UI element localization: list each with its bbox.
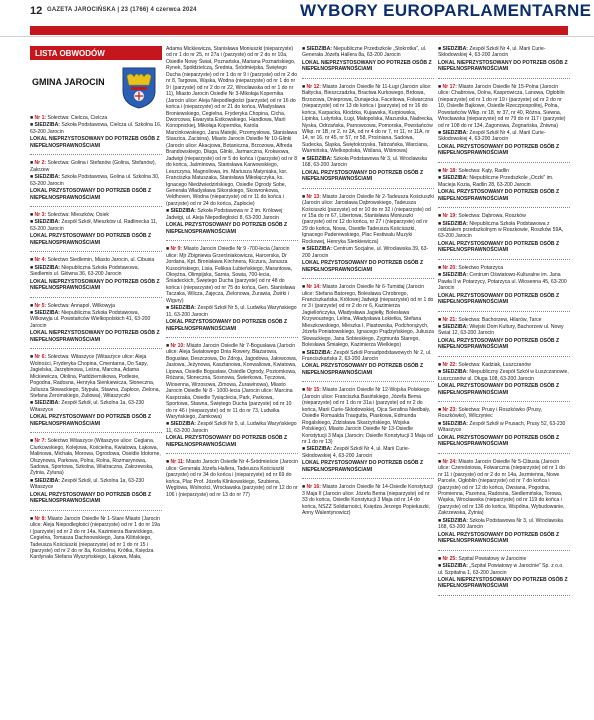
accessibility-status: LOKAL NIEPRZYSTOSOWANY DO POTRZEB OSÓB Z NIEPEŁNOSPRAWNOŚCIAMI [30,330,160,343]
venue-line: ■ SIEDZIBA: Zespół Szkół, ul. Szkolna 1a, 63-230 Witaszyce [30,400,145,413]
venue-address: Centrum Socjalne, ul. Wrocławska 39, 63-200 Jarocin [302,246,429,259]
district-number: Nr 10: [170,343,185,350]
list-item [438,317,570,351]
accessibility-status: LOKAL PRZYSTOSOWANY DO POTRZEB OSÓB Z NIEPEŁNOSPRAWNOŚCIAMI [438,383,560,396]
district-number: Nr 25: [442,555,457,562]
venue-address: Zespół Szkół Nr 4, ul. Marii Curie-Skłodowskiej 4, 63-200 Jarocin [438,46,546,59]
district-area: Miasto Jarocin Osiedle Nr 5-Cibusia (Jarocin ulice: Czereśniowa, Folwarczna (nieparzyste) od nr 1 do nr 11 i (parzyste) od nr 2 do nr 14a, Jezmienna, Nowe Parcele, Ogłoblin (nieparzyste) od nr 7 do końca i (parzyste) od nr 12 do końca, Owsiana, Pogodna, Promienna, Pszenna, Radosna, Siedlemińska, Torowa, Wąska, Wrocławska (nieparzyste) od nr 119 do końca i (parzyste) od nr 136 do końca, Wspólna, Wybudowanie, Zakrzewska, Żytnia) [438,458,565,517]
venue-line: ■ SIEDZIBA: Szkoła Podstawowa Nr 3, ul. Wrocławska 168, 63-200 Jarocin [302,155,428,169]
entry-divider [438,78,570,79]
district-area: Sołectwa: Golina i Stefanów (Golina, Stefanów), Zakrzew [30,160,156,173]
venue-label: SIEDZIBA: [170,208,196,215]
district-description [166,46,298,207]
venue-address: Zespół Szkół Nr 4, ul. Marii Curie-Skłodowskiej 4, 63-200 Jarocin [302,446,410,459]
venue-label: SIEDZIBA: [442,129,468,136]
venue-line: ■ SIEDZIBA: „Szpital Powiatowy w Jarocinie” Sp. z o.o. ul. Szpitalna 1, 63-200 Jarocin [438,563,564,576]
district-description: ■ Nr 9: Miasto Jarocin Osiedle Nr 9 -700-lecia (Jarocin ulice: Mjr Zbigniewa Grzerśniakowicza, Harcerska, Dr Jordana, Kpt. Bronisława Kirchnera, Kiczura, Janusza Kusocińskiego, Lisia, Feliksa Łubieńskiego, Marantowa, Okrężna, Olimpijska, Sarnia, Sowia, 700-lecia, Śniadeckich, Świętego Ducha (parzyste) od nr 48 do końca i (nieparzyste) od nr 75 do końca, Gen. Stanisława Taczaka, Wilcza, Zajęcza, Zielonowa, Żurawia, Żwirki i Wigury) [166,246,296,304]
district-number: Nr 6: [34,354,47,361]
accessibility-status: LOKAL PRZYSTOSOWANY DO POTRZEB OSÓB Z NIEPEŁNOSPRAWNOŚCIAMI [166,435,288,448]
district-number: Nr 14: [306,284,321,291]
venue-address: Zespół Szkół, Mieszków ul. Radlinecka 11, 63-200 Jarocin [30,219,158,232]
venue-address: Szkoła Podstawowa Nr 3, ul. Wrocławska 168, 63-200 Jarocin [438,517,564,531]
entry-divider [302,188,434,189]
venue-label: SIEDZIBA: [306,155,332,162]
accessibility-status: LOKAL NIEPRZYSTOSOWANY DO POTRZEB OSÓB Z NIEPEŁNOSPRAWNOŚCIAMI [30,136,160,149]
district-number: Nr 7: [34,438,47,445]
entry-divider [302,478,434,479]
list-item [166,246,298,332]
accessibility-status: LOKAL PRZYSTOSOWANY DO POTRZEB OSÓB Z NIEPEŁNOSPRAWNOŚCIAMI [166,319,288,332]
venue-line: ■ SIEDZIBA: Niepubliczna Szkoła Podstawowa, Siedlemin ul. Główna 36, 63-200 Jarocin [30,264,139,278]
venue-address: Szkoła Podstawowa Nr 3, ul. Wrocławska 168, 63-200 Jarocin [302,155,428,169]
district-number: Nr 19: [442,213,457,220]
venue-label: SIEDZIBA: [442,369,468,376]
venue-line: ■ SIEDZIBA: Zespół Szkół w Prusach, Prusy 52, 63-230 Witaszyce [438,420,566,434]
venue-label: SIEDZIBA: [442,220,468,227]
entry-divider [30,432,162,433]
entry-divider [166,240,298,241]
accessibility-status: LOKAL PRZYSTOSOWANY DO POTRZEB OSÓB Z NIEPEŁNOSPRAWNOŚCIAMI [438,292,560,306]
district-description: ■ Nr 23: Sołectwa: Prusy i Roszkówko (Prusy, Roszkówko), Wilczyniec [438,407,543,420]
accessibility-status: LOKAL PRZYSTOSOWANY DO POTRZEB OSÓB Z NIEPEŁNOSPRAWNOŚCIAMI [30,414,152,427]
column-3 [302,46,434,714]
venue-line: ■ SIEDZIBA: Centrum Socjalne, ul. Wrocławska 39, 63-200 Jarocin [302,246,429,259]
district-area: Sołectwa: Kąty, Radlin [458,167,509,174]
list-container-col2 [166,46,298,498]
list-item [302,284,434,376]
list-item [302,194,434,273]
list-item [438,407,570,448]
venue-address: Szkoła Podstawowa, Golina ul. Szkolna 30, 63-200 Jarocin [30,174,160,187]
venue-line: ■ SIEDZIBA: Niepubliczne Przedszkole „Stokrotka”, ul. Generała Józefa Hallera 8a, 63-200 Jarocin [302,46,427,59]
district-description: ■ Nr 2: Sołectwa: Golina i Stefanów (Golina, Stefanów), Zakrzew [30,160,156,173]
list-item [30,115,162,149]
venue-address: Centrum Oświatowo-Kulturalne im. Jana Pawła II w Potarzycy, Potarzyca ul. Wiosenna 45, 63-200 Jarocin [438,272,567,292]
entry-divider [438,401,570,402]
list-item [438,265,570,306]
accessibility-status: LOKAL PRZYSTOSOWANY DO POTRZEB OSÓB Z NIEPEŁNOSPRAWNOŚCIAMI [30,188,152,201]
district-number: Nr 8: [34,515,47,522]
district-description: ■ Nr 21: Sołectwa: Bachorzew, Hilarów, Tarce [438,316,542,323]
accessibility-status: LOKAL NIEPRZYSTOSOWANY DO POTRZEB OSÓB Z NIEPEŁNOSPRAWNOŚCIAMI [438,59,568,73]
district-number: Nr 15: [306,387,321,394]
venue-address: „Szpital Powiatowy w Jarocinie” Sp. z o.o. ul. Szpitalna 1, 63-200 Jarocin [438,563,564,576]
venue-address: Niepubliczna Szkoła Podstawowa, Wilkowyja ul. Powstańców Wielkopolskich 41, 63-200 Jarocin [30,309,151,329]
district-number: Nr 1: [34,115,47,121]
venue-line: ■ SIEDZIBA: Zespół Szkół Ponadpodstawowych Nr 2, ul. Franciszkańska 2, 63-200 Jarocin [302,349,432,363]
entry-divider [30,154,162,155]
venue-address: Wiejski Dom Kultury, Bachorzew ul. Nowy Świat 12, 63-200 Jarocin [438,323,564,337]
accessibility-status: LOKAL PRZYSTOSOWANY DO POTRZEB OSÓB Z NIEPEŁNOSPRAWNOŚCIAMI [438,531,560,545]
venue-line: ■ SIEDZIBA: Wiejski Dom Kultury, Bachorzew ul. Nowy Świat 12, 63-200 Jarocin [438,323,564,337]
district-number: Nr 18: [442,167,457,174]
venue-label: SIEDZIBA: [170,421,196,428]
accessibility-status: LOKAL PRZYSTOSOWANY DO POTRZEB OSÓB Z NIEPEŁNOSPRAWNOŚCIAMI [302,169,424,183]
district-description: ■ Nr 11: Miasto Jarocin Osiedle Nr 4-Śródmieście (Jarocin ulice: Generała Józefa Hallera, Tadeusza Kościuszki (parzyste) od nr 34 do końca i (nieparzyste) od nr 69 do końca, Plac Prof. Józefa Klinkowskiego, Szubienа, Węglowa, Wolności, Wrocławska (parzyste) od nr 12 do nr 106 i (nieparzyste) od nr 13 do nr 77) [166,459,298,498]
venue-label: SIEDZIBA: [306,246,332,253]
venue-label: SIEDZIBA: [442,323,468,330]
accessibility-status: LOKAL PRZYSTOSOWANY DO POTRZEB OSÓB Z NIEPEŁNOSPRAWNOŚCIAMI [30,491,152,505]
district-number: Nr 13: [306,193,321,200]
column-4 [438,46,570,714]
district-number: Nr 22: [442,361,457,368]
district-area: Sołectwo Potarzyca [458,264,504,271]
venue-label: SIEDZIBA: [442,563,468,570]
list-item [302,84,434,183]
entry-divider [302,278,434,279]
page-header [0,0,594,37]
district-description: ■ Nr 7: Sołectwo Witaszyce (Witaszyce ulice: Ceglana, Ciurkowskiego, Kolejowa, Kościelna, Kwiatowa, Łąkowa, Malinowa, Michała, Morowa, Ogrodowa, Oseidle Idotorne, Olszynowa, Parkowa, Polna, Rolna, Rozmarynowa, Sadowa, Sportowa, Szkolna, Wiatraczna, Zakrzewska, Żytnia, Zyluna) [30,438,161,477]
district-area: Szpital Powiatowy w Jarocinie [458,555,527,562]
venue-address: Zespół Szkół, ul. Szkolna 1a, 63-230 Witaszyce [30,477,145,491]
column-1 [30,46,162,714]
district-area: Sołectwa: Prusy i Roszkówko (Prusy, Roszkówko), Wilczyniec [438,407,543,420]
district-number: Nr 16: [306,484,321,491]
gmina-title: GMINA JAROCIN [32,77,105,87]
entry-divider [302,381,434,382]
district-area: Sołectwa: Witaszyce (Witaszyce ulice: Aleja Wolności, Fryderyka Chopina, Cmentarna, Do Sapy, Jagielska, Jarzębinowa, Leśna, Marcina, Adama Mickiewicza, Ołolina, Paddżierniikowa, Podlesie, Pogodna, Radosna, Henryka Sienkiewicza, Słoneczna, Juliusza Słowackiego, Stypuła, Stawna, Zapłoce, Zielona, Stefana Żeromskiego, Zuliowa), Witaszyczki [30,354,160,399]
district-number: Nr 21: [442,316,457,323]
list-item [30,438,162,505]
list-item [438,459,570,545]
list-item [30,516,162,561]
venue-address: Niepubliczna Szkoła Podstawowa z oddziałem przedszkolnym w Roszkowie, Roszków 59A, 63-200 Jarocin [438,220,564,240]
header-accent-bar [30,26,568,35]
district-number: Nr 17: [442,83,457,90]
accessibility-status: LOKAL NIEPRZYSTOSOWANY DO POTRZEB OSÓB Z NIEPEŁNOSPRAWNOŚCIAMI [30,278,160,292]
publication-line: GAZETA JAROCIŃSKA | 23 (1766) 4 czerwca 2024 [47,7,197,13]
column-2 [166,46,298,714]
venue-label: SIEDZIBA: [442,272,468,279]
venue-address: Zespół Szkół Nr 4, ul. Marii Curie-Skłodowskiej 4, 63-200 Jarocin [438,129,546,143]
venue-label: SIEDZIBA: [34,477,60,484]
list-item [166,459,298,498]
venue-address: Niepubliczny Zespół Szkół w Łuszczanowie, Łuszczanów ul. Długa 108, 63-200 Jarocin [438,369,569,382]
district-description: ■ Nr 10: Miasto Jarocin Osiedle Nr 7-Bogusława (Jarocin ulice: Aleja Światowego Dnia Rowerу, Błazarowa, Bogusław, Deszczowa, Do Zdroju, Jagodowa, Jałowcowa, Jasiowa, Jeżynowa, Kasztanowa, Konwaliowa, Kwiatowa, Lipowa, Osiedle Bogusław, Osiedle Ogrody, Poziomkowa, Różana, Słoneczna, Sosnowa, Świerkowa, Tęczowa, Wiosenna, Wrzosowa, Zimowa, Żurawinowa), Miasto Jarocin Osiedle Nr 8 - 1000-lecia (Jarocin ulice: Marcina Kasprzaka, Osiedle Tysiąclecia, Park, Parkowa, Sportowa, Stawna, Świętego Ducha (parzyste) od nr 10 do nr 46 i (nieparzyste) od nr 11 do nr 73, Ludwika Waryńskiego, Zamkowa) [166,343,298,421]
venue-line: ■ SIEDZIBA: Zespół Szkół, ul. Szkolna 1a, 63-230 Witaszyce [30,477,145,491]
venue-line: ■ SIEDZIBA: Szkoła Podstawowa nr 2 im. Królowej Jadwigi, ul. Aleja Niepodległości 8, 63-200 Jarocin [166,208,283,221]
venue-line: ■ SIEDZIBA: Niepubliczna Szkoła Podstawowa, Wilkowyja ul. Powstańców Wielkopolskich 41, 63-200 Jarocin [30,309,151,329]
entry-divider [438,453,570,454]
venue-line: ■ SIEDZIBA: Szkoła Podstawowa Nr 3, ul. Wrocławska 168, 63-200 Jarocin [438,517,564,531]
district-description: ■ Nr 15: Miasto Jarocin Osiedle Nr 12-Wojska Polskiego (Jarocin ulice: Franciszka Basińskiego, Józefa Bema (nieparzyste) od nr 1 do nr 31a i (parzyste) od nr 2 do końca, Marii Curie-Skłodowskiej, Ojca Serafina Niedbały, Osiedle Romualda Traugutta, Piaskowa, Edmunda Rogalskiego, Zdzisława Skarżyńskiego, Wojska Polskiego), Miasto Jarocin Osiedle Nr 13-Osiedle Konstytucji 3 Maja (Jarocin: Osiedle Konstytucji 3 Maja od nr 1 do nr 13) [302,387,433,446]
accessibility-status: LOKAL NIEPRZYSTOSOWANY DO POTRZEB OSÓB Z NIEPEŁNOSPRAWNOŚCIAMI [302,59,432,73]
district-description: ■ Nr 14: Miasto Jarocin Osiedle Nr 6-Tumidaj (Jarocin ulice: Stefana Batorego, Bolesława Chrobrego, Franciszkańska, Królowej Jadwigi (nieparzyste) od nr 1 do nr 3 i (parzyste) od nr 2 do nr 6, Kazimierza Jagiellończyka, Władysława Jagiełły, Bolesława Krzywoustego, Lelina, Władysława Łokietka, Stefana Mieszkowskiego, Mieszka I, Piastowska, Podchorążych, Józefa Poniatowskiego, Ignacego Prądzyńskiego, Juliusza Słowackiego, Jana Sobieskiego, Zygmunta Starego, Bolesława Śmiałego, Kazimierza Wielkiego) [302,284,434,349]
list-container-col1 [30,115,162,561]
district-area: Sołectwa: Cielcza, Cielcza [47,115,108,121]
district-area: Miasto Jarocin Osiedle Nr 4-Śródmieście (Jarocin ulice: Generała Józefa Hallera, Tadeusza Kościuszki (parzyste) od nr 34 do końca i (nieparzyste) od nr 69 do końca, Plac Prof. Józefa Klinkowskiego, Szubienа, Węglowa, Wolności, Wrocławska (parzyste) od nr 12 do nr 106 i (nieparzyste) od nr 13 do nr 77) [166,459,298,498]
venue-label: SIEDZIBA: [442,175,468,182]
entry-divider [438,207,570,208]
venue-label: SIEDZIBA: [34,400,60,407]
venue-label: SIEDZIBA: [34,219,60,226]
venue-line: ■ SIEDZIBA: Niepubliczne Przedszkole „Oczki” im. Macieja Kozia, Radlin 28, 63-200 Jarocin [438,175,554,188]
entry-divider [302,78,434,79]
venue-line: ■ SIEDZIBA: Zespół Szkół Nr 4, ul. Marii Curie-Skłodowskiej 4, 63-200 Jarocin [438,46,546,59]
list-item [166,46,298,235]
venue-address: Szkoła Podstawowa nr 2 im. Królowej Jadwigi, ul. Aleja Niepodległości 8, 63-200 Jarocin [166,208,283,221]
venue-address: Niepubliczne Przedszkole „Oczki” im. Macieja Kozia, Radlin 28, 63-200 Jarocin [438,175,554,188]
accessibility-status: LOKAL PRZYSTOSOWANY DO POTRZEB OSÓB Z NIEPEŁNOSPRAWNOŚCIAMI [438,337,560,351]
district-number: Nr 9: [170,246,183,253]
list-item [30,354,162,427]
district-description: ■ Nr 20: Sołectwo Potarzyca [438,264,504,271]
list-container-col3 [302,46,434,517]
list-item [302,46,434,73]
venue-label: SIEDZIBA: [34,122,60,129]
district-area: Miasto Jarocin Osiedle Nr 7-Bogusława (Jarocin ulice: Aleja Światowego Dnia Rowerу, Błazarowa, Bogusław, Deszczowa, Do Zdroju, Jagodowa, Jałowcowa, Jasiowa, Jeżynowa, Kasztanowa, Konwaliowa, Kwiatowa, Lipowa, Osiedle Bogusław, Osiedle Ogrody, Poziomkowa, Różana, Słoneczna, Sosnowa, Świerkowa, Tęczowa, Wiosenna, Wrzosowa, Zimowa, Żurawinowa), Miasto Jarocin Osiedle Nr 8 - 1000-lecia (Jarocin ulice: Marcina Kasprzaka, Osiedle Tysiąclecia, Park, Parkowa, Sportowa, Stawna, Świętego Ducha (parzyste) od nr 10 do nr 46 i (nieparzyste) od nr 11 do nr 73, Ludwika Waryńskiego, Zamkowa) [166,343,298,421]
district-description: ■ Nr 6: Sołectwa: Witaszyce (Witaszyce ulice: Aleja Wolności, Fryderyka Chopina, Cmentarna, Do Sapy, Jagielska, Jarzębinowa, Leśna, Marcina, Adama Mickiewicza, Ołolina, Paddżierniikowa, Podlesie, Pogodna, Radosna, Henryka Sienkiewicza, Słoneczna, Juliusza Słowackiego, Stypuła, Stawna, Zapłoce, Zielona, Stefana Żeromskiego, Zuliowa), Witaszyczki [30,354,160,399]
venue-label: SIEDZIBA: [34,309,60,316]
district-number: Nr 4: [34,257,47,264]
district-description: ■ Nr 8: Miasto Jarocin Osiedle Nr 1-Stare Miasto (Jarocin ulice: Aleja Niepodległości (nieparzyste) od nr 1 do nr 19a i (parzyste) od nr 2 do nr 14a, Kazimierza Barwickiego, Cegielna, Tomasza Dachnowskiego, Jana Kilińskiego, Tadeusza Kościuszki (nieparzyste) od nr 1 do nr 15 i (parzyste) od nr 2 do nr 8a, Kościelna, Krótka, Księdza Kardynała Stefana Wyszyńskiego, Łąkowa, Mała, [30,515,160,561]
district-description: ■ Nr 3: Sołectwa: Mieszków, Osiek [30,211,109,218]
district-area: Miasto Jarocin Osiedle Nr 14-Osiedle Konstytucji 3 Maja II (Jarocin ulice: Józefa Bema (nieparzyste) od nr 33 do końca, Osiedle Konstytucji 3 Maja od nr 14 do końca, NSZZ Solidarności, Księdza Jerzego Popiełuszki, Anny Walentynowicz) [302,484,433,517]
district-description: ■ Nr 25: Szpital Powiatowy w Jarocinie [438,555,527,562]
district-area: Sołectwa: Bachorzew, Hilarów, Tarce [458,316,542,323]
venue-address: Niepubliczne Przedszkole „Stokrotka”, ul. Generała Józefa Hallera 8a, 63-200 Jarocin [302,46,427,59]
list-item [438,362,570,396]
entry-divider [30,297,162,298]
venue-label: SIEDZIBA: [170,305,196,312]
entry-divider [166,337,298,338]
accessibility-status: LOKAL PRZYSTOSOWANY DO POTRZEB OSÓB Z NIEPEŁNOSPRAWNOŚCIAMI [438,434,560,448]
accessibility-status: LOKAL NIEPRZYSTOSOWANY DO POTRZEB OSÓB Z NIEPEŁNOSPRAWNOŚCIAMI [438,577,568,590]
district-description: ■ Nr 17: Miasto Jarocin Osiedle Nr 15-Polna (Jarocin ulice: Chabrowa, Dolna, Kasprowicza, Lanowa, Ogłoblin (nieparzyste) od nr 1 do nr 19 i (parzyste) od nr 2 do nr 10, Osiedle Bajkowe, Osiedle Rzeczpospolitej, Polna, Powstańców Wlkp. nr 18, nr 37, nr 40, Różna, Siewna, Wrocławska (nieparzyste) od nr 79 do nr 117 i (parzyste) od nr 108 do nr 134, Zagonowa, Żegnańska, Żniwna) [438,83,566,129]
list-item [438,556,570,590]
venue-address: Zespół Szkół Nr 5, ul. Ludwika Waryńskiego 11, 63-200 Jarocin [166,421,297,434]
district-area: Miasto Jarocin Osiedle Nr 9 -700-lecia (Jarocin ulice: Mjr Zbigniewa Grzerśniakowicza, Harcerska, Dr Jordana, Kpt. Bronisława Kirchnera, Kiczura, Janusza Kusocińskiego, Lisia, Feliksa Łubieńskiego, Marantowa, Okrężna, Olimpijska, Sarnia, Sowia, 700-lecia, Śniadeckich, Świętego Ducha (parzyste) od nr 48 do końca i (nieparzyste) od nr 75 do końca, Gen. Stanisława Taczaka, Wilcza, Zajęcza, Zielonowa, Żurawia, Żwirki i Wigury) [166,246,296,304]
entry-divider [438,311,570,312]
entry-divider [166,453,298,454]
district-area: Sołectwo Witaszyce (Witaszyce ulice: Ceglana, Ciurkowskiego, Kolejowa, Kościelna, Kwiatowa, Łąkowa, Malinowa, Michała, Morowa, Ogrodowa, Oseidle Idotorne, Olszynowa, Parkowa, Polna, Rolna, Rozmarynowa, Sadowa, Sportowa, Szkolna, Wiatraczna, Zakrzewska, Żytnia, Zyluna) [30,438,161,477]
district-description: ■ Nr 12: Miasto Jarocin Osiedle Nr 11-Ługi (Jarocin ulice: Bałtycka, Bieszczadzka, Bractwa Kurkowego, Brdowa, Brzozowa, Dnieprowa, Dunajecka, Faceliowa, Folwarczna (nieparzyste) od nr 13 do końca i (parzyste) od nr 16 do końca, Karpacka, Kłodzka, Kujawska, Kurpiowska, Lipinka, Lutyńska, Ługi, Małopolska, Mazurska, Nadrecka, Nyska, Odrzańska, Parnowcowa, Pomorska, Powstańców Wlkp. nr 1B, nr 2, nr 2A, od nr 4 do nr 7, nr 11, nr 11A, nr 14, nr 16, nr 45, nr 57, nr 58, Prośniana, Sadowa, Sudecka, Śląska, Świętokrzyska, Tatrzańska, Warciana, Warmińska, Wielkopolska, Wiślana, Wiśniowa) [302,83,434,155]
entry-divider [30,348,162,349]
section-label: LISTA OBWODÓW [30,46,162,60]
entry-divider [30,510,162,511]
venue-label: SIEDZIBA: [442,517,468,524]
list-item [438,84,570,157]
list-item [30,257,162,291]
accessibility-status: LOKAL PRZYSTOSOWANY DO POTRZEB OSÓB Z NIEPEŁNOSPRAWNOŚCIAMI [302,260,424,273]
accessibility-status: LOKAL PRZYSTOSOWANY DO POTRZEB OSÓB Z NIEPEŁNOSPRAWNOŚCIAMI [302,363,424,376]
masthead-title: WYBORY EUROPARLAMENTARNE [300,1,592,20]
list-container-col4 [438,46,570,596]
list-item [30,303,162,344]
page-number: 12 [30,5,43,17]
accessibility-status: LOKAL PRZYSTOSOWANY DO POTRZEB OSÓB Z NIEPEŁNOSPRAWNOŚCIAMI [438,189,560,202]
entry-divider [438,356,570,357]
district-description: ■ Nr 4: Sołectwo Siedlemin, Miasto Jarocin, ul. Cibusia [30,257,155,264]
district-area: Sołectwa: Dąbrowa, Roszków [458,213,526,220]
venue-address: Zespół Szkół Nr 5, ul. Ludwika Waryńskiego 11, 63-200 Jarocin [166,305,297,318]
accessibility-status: LOKAL PRZYSTOSOWANY DO POTRZEB OSÓB Z NIEPEŁNOSPRAWNOŚCIAMI [166,222,288,235]
district-description: ■ Nr 5: Sołectwa: Annapol, Wilkowyja [30,302,115,309]
district-area: Adama Mickiewicza, Stanisława Moniuszki (nieparzyste) od nr 1 do nr 25, nr 27a i (parzyste) od nr 2 do nr 10a, Osiedle Nowy Świat, Poznańska, Mariana Poznańskiego, Rynek, Spółdzielczą, Średnia, Śródmiejska, Świętego Ducha (nieparzyste) od nr 1 do nr 9 i (parzyste) od nr 2 do nr 8, Targowa, Wąska, Wodna (nieparzyste) od nr 1 do nr 9 i (parzyste) od nr 2 do nr 22, Wrocławska od nr 1 do nr 11), Miasto Jarocin Osiedle Nr 3-Mikołaja Kopernika (Jarocin ulice: Aleja Niepodległości (parzyste) od nr 16 do końca i (nieparzyste) od nr 21 do końca, Władysława Broniewskiego, Cegielna, Fryderyka Chopina, Cicha, Dworcowa, Ewarysta Estkowskiego, Handlowa, Marii Konopnickiej, Mikołaja Kopernika, Karola Marcinkowskiego, Jana Matejki, Przemysłowa, Stanisława Staszica, Zacisina), Miasto Jarocin Osiedle Nr 10-Glinki (Jarocin ulice: Akacjowa, Botaniczna, Brzozowa, Alfreda Brandowskiego, Długa, Glinki, Jarmarczna, Krokwowa, Jadwigi (nieparzyste) od nr 5 do końca i (parzyste) od nr 8 do końca, Jaśminowa, Stanisława Karwowskiego, Leszczyna, Magnoliowa, im. Mariusza Matyniaka, ksr. Franciszka Matuszaka, Stanisława Mikołajczyka, ks. Ignacego Niedźwiedzińskiego, Osiedle Ogrody Sobe, Generała Władysława Sikorskiego, Skowronkowa, Veldhoven, Wodna (nieparzyste) od nr 11 do końca i (parzyste) od nr 24 do końca, Zapłocie) [166,46,298,207]
venue-line: ■ SIEDZIBA: Zespół Szkół Nr 4, ul. Marii Curie-Skłodowskiej 4, 63-200 Jarocin [302,446,410,459]
district-area: Sołectwa: Mieszków, Osiek [47,211,109,218]
district-number: Nr 2: [34,160,47,167]
list-item [302,387,434,473]
list-item [30,160,162,201]
district-area: Miasto Jarocin Osiedle Nr 6-Tumidaj (Jarocin ulice: Stefana Batorego, Bolesława Chrobrego, Franciszkańska, Królowej Jadwigi (nieparzyste) od nr 1 do nr 3 i (parzyste) od nr 2 do nr 6, Kazimierza Jagiellończyka, Władysława Jagiełły, Bolesława Krzywoustego, Lelina, Władysława Łokietka, Stefana Mieszkowskiego, Mieszka I, Piastowska, Podchorążych, Józefa Poniatowskiego, Ignacego Prądzyńskiego, Juliusza Słowackiego, Jana Sobieskiego, Zygmunta Starego, Bolesława Śmiałego, Kazimierza Wielkiego) [302,284,434,349]
venue-line: ■ SIEDZIBA: Szkoła Podstawowa, Golina ul. Szkolna 30, 63-200 Jarocin [30,174,160,187]
district-area: Sołectwa: Kadziak, Łuszczanów [458,361,531,368]
district-area: Miasto Jarocin Osiedle Nr 1-Stare Miasto (Jarocin ulice: Aleja Niepodległości (nieparzyste) od nr 1 do nr 19a i (parzyste) od nr 2 do nr 14a, Kazimierza Barwickiego, Cegielna, Tomasza Dachnowskiego, Jana Kilińskiego, Tadeusza Kościuszki (nieparzyste) od nr 1 do nr 15 i (parzyste) od nr 2 do nr 8a, Kościelna, Krótka, Księdza Kardynała Stefana Wyszyńskiego, Łąkowa, Mała, [30,515,160,561]
venue-label: SIEDZIBA: [306,446,332,453]
venue-label: SIEDZIBA: [306,46,332,52]
district-number: Nr 12: [306,83,321,90]
list-item [30,212,162,246]
venue-line: ■ SIEDZIBA: Zespół Szkół Nr 5, ul. Ludwika Waryńskiego 11, 63-200 Jarocin [166,305,297,318]
district-description: ■ Nr 13: Miasto Jarocin Osiedle Nr 2-Tadeusza Kościuszki (Jarocin ulice: Jarosława Dąbrowskiego, Tadeusza Kościuszki (parzyste) od nr 10 do nr 32 i (nieparzyste) od nr 15a do nr 67, Libertowa, Stanisława Moniuszki (parzyste) od nr 12 do końca, nr 27 i (nieparzyste) od nr 29 do końca, Nowa, Oseidle Tadeusza Kościuszki, Ignacego Paderewskiego, Plac Festiwalu Muzyki Rockowej, Henryka Sienkiewicza) [302,193,434,245]
jarocin-coat-of-arms-icon [122,67,156,109]
venue-line: ■ SIEDZIBA: Centrum Oświatowo-Kulturalne im. Jana Pawła II w Potarzycy, Potarzyca ul. Wiosenna 45, 63-200 Jarocin [438,272,567,292]
entry-divider [30,251,162,252]
district-number: Nr 11: [170,459,185,466]
venue-label: SIEDZIBA: [34,264,60,271]
venue-address: Szkoła Podstawowa, Cielcza ul. Szkolna 16, 63-200 Jarocin [30,122,162,135]
venue-label: SIEDZIBA: [442,46,468,52]
list-item [166,343,298,448]
accessibility-status: LOKAL PRZYSTOSOWANY DO POTRZEB OSÓB Z NIEPEŁNOSPRAWNOŚCIAMI [438,143,560,157]
district-number: Nr 24: [442,458,457,465]
venue-line: ■ SIEDZIBA: Zespół Szkół Nr 4, ul. Marii Curie-Skłodowskiej 4, 63-200 Jarocin [438,129,546,143]
district-number: Nr 5: [34,302,47,309]
district-description: ■ Nr 19: Sołectwa: Dąbrowa, Roszków [438,213,526,220]
list-item [438,46,570,73]
district-area: Miasto Jarocin Osiedle Nr 12-Wojska Polskiego (Jarocin ulice: Franciszka Basińskiego, Józefa Bema (nieparzyste) od nr 1 do nr 31a i (parzyste) od nr 2 do końca, Marii Curie-Skłodowskiej, Ojca Serafina Niedbały, Osiedle Romualda Traugutta, Piaskowa, Edmunda Rogalskiego, Zdzisława Skarżyńskiego, Wojska Polskiego), Miasto Jarocin Osiedle Nr 13-Osiedle Konstytucji 3 Maja (Jarocin: Osiedle Konstytucji 3 Maja od nr 1 do nr 13) [302,387,433,446]
accessibility-status: LOKAL PRZYSTOSOWANY DO POTRZEB OSÓB Z NIEPEŁNOSPRAWNOŚCIAMI [302,460,424,473]
list-item [438,168,570,202]
venue-address: Niepubliczna Szkoła Podstawowa, Siedlemin ul. Główna 36, 63-200 Jarocin [30,264,139,278]
entry-divider [438,550,570,551]
district-area: Sołectwa: Annapol, Wilkowyja [47,302,115,309]
venue-line: ■ SIEDZIBA: Zespół Szkół, Mieszków ul. Radlinecka 11, 63-200 Jarocin [30,219,158,232]
entry-divider [438,259,570,260]
venue-line: ■ SIEDZIBA: Niepubliczna Szkoła Podstawowa z oddziałem przedszkolnym w Roszkowie, Roszków 59A, 63-200 Jarocin [438,220,564,240]
venue-line: ■ SIEDZIBA: Szkoła Podstawowa, Cielcza ul. Szkolna 16, 63-200 Jarocin [30,122,162,135]
district-description: ■ Nr 1: Sołectwa: Cielcza, Cielcza [30,115,108,121]
district-description: ■ Nr 22: Sołectwa: Kadziak, Łuszczanów [438,361,531,368]
entry-divider [438,595,570,596]
entry-divider [438,162,570,163]
district-description: ■ Nr 16: Miasto Jarocin Osiedle Nr 14-Osiedle Konstytucji 3 Maja II (Jarocin ulice: Józefa Bema (nieparzyste) od nr 33 do końca, Osiedle Konstytucji 3 Maja od nr 14 do końca, NSZZ Solidarności, Księdza Jerzego Popiełuszki, Anny Walentynowicz) [302,484,433,517]
venue-line: ■ SIEDZIBA: Niepubliczny Zespół Szkół w Łuszczanowie, Łuszczanów ul. Długa 108, 63-200 Jarocin [438,369,569,382]
venue-address: Zespół Szkół w Prusach, Prusy 52, 63-230 Witaszyce [438,420,566,434]
district-number: Nr 3: [34,211,47,218]
district-number: Nr 23: [442,407,457,414]
district-description: ■ Nr 18: Sołectwa: Kąty, Radlin [438,167,509,174]
district-area: Sołectwo Siedlemin, Miasto Jarocin, ul. Cibusia [47,257,155,264]
venue-line: ■ SIEDZIBA: Zespół Szkół Nr 5, ul. Ludwika Waryńskiego 11, 63-200 Jarocin [166,421,297,434]
accessibility-status: LOKAL PRZYSTOSOWANY DO POTRZEB OSÓB Z NIEPEŁNOSPRAWNOŚCIAMI [438,240,560,254]
district-number: Nr 20: [442,264,457,271]
district-area: Miasto Jarocin Osiedle Nr 2-Tadeusza Kościuszki (Jarocin ulice: Jarosława Dąbrowskiego, Tadeusza Kościuszki (parzyste) od nr 10 do nr 32 i (nieparzyste) od nr 15a do nr 67, Libertowa, Stanisława Moniuszki (parzyste) od nr 12 do końca, nr 27 i (nieparzyste) od nr 29 do końca, Nowa, Oseidle Tadeusza Kościuszki, Ignacego Paderewskiego, Plac Festiwalu Muzyki Rockowej, Henryka Sienkiewicza) [302,193,434,245]
entry-divider [30,206,162,207]
venue-address: Zespół Szkół, ul. Szkolna 1a, 63-230 Witaszyce [30,400,145,413]
list-item [438,213,570,254]
venue-address: Zespół Szkół Ponadpodstawowych Nr 2, ul. Franciszkańska 2, 63-200 Jarocin [302,349,432,363]
accessibility-status: LOKAL PRZYSTOSOWANY DO POTRZEB OSÓB Z NIEPEŁNOSPRAWNOŚCIAMI [30,233,152,246]
venue-label: SIEDZIBA: [306,349,332,356]
venue-label: SIEDZIBA: [442,420,468,427]
gmina-header [30,67,162,111]
district-area: Miasto Jarocin Osiedle Nr 11-Ługi (Jarocin ulice: Bałtycka, Bieszczadzka, Bractwa Kurkowego, Brdowa, Brzozowa, Dnieprowa, Dunajecka, Faceliowa, Folwarczna (nieparzyste) od nr 13 do końca i (parzyste) od nr 16 do końca, Karpacka, Kłodzka, Kujawska, Kurpiowska, Lipinka, Lutyńska, Ługi, Małopolska, Mazurska, Nadrecka, Nyska, Odrzańska, Parnowcowa, Pomorska, Powstańców Wlkp. nr 1B, nr 2, nr 2A, od nr 4 do nr 7, nr 11, nr 11A, nr 14, nr 16, nr 45, nr 57, nr 58, Prośniana, Sadowa, Sudecka, Śląska, Świętokrzyska, Tatrzańska, Warciana, Warmińska, Wielkopolska, Wiślana, Wiśniowa) [302,83,434,155]
list-item [302,484,434,516]
district-area: Miasto Jarocin Osiedle Nr 15-Polna (Jarocin ulice: Chabrowa, Dolna, Kasprowicza, Lanowa, Ogłoblin (nieparzyste) od nr 1 do nr 19 i (parzyste) od nr 2 do nr 10, Osiedle Bajkowe, Osiedle Rzeczpospolitej, Polna, Powstańców Wlkp. nr 18, nr 37, nr 40, Różna, Siewna, Wrocławska (nieparzyste) od nr 79 do nr 117 i (parzyste) od nr 108 do nr 134, Zagonowa, Żegnańska, Żniwna) [438,83,566,129]
district-description: ■ Nr 24: Miasto Jarocin Osiedle Nr 5-Cibusia (Jarocin ulice: Czereśniowa, Folwarczna (nieparzyste) od nr 1 do nr 11 i (parzyste) od nr 2 do nr 14a, Jezmienna, Nowe Parcele, Ogłoblin (nieparzyste) od nr 7 do końca i (parzyste) od nr 12 do końca, Owsiana, Pogodna, Promienna, Pszenna, Radosna, Siedlemińska, Torowa, Wąska, Wrocławska (nieparzyste) od nr 119 do końca i (parzyste) od nr 136 do końca, Wspólna, Wybudowanie, Zakrzewska, Żytnia) [438,458,565,517]
venue-label: SIEDZIBA: [34,174,60,181]
